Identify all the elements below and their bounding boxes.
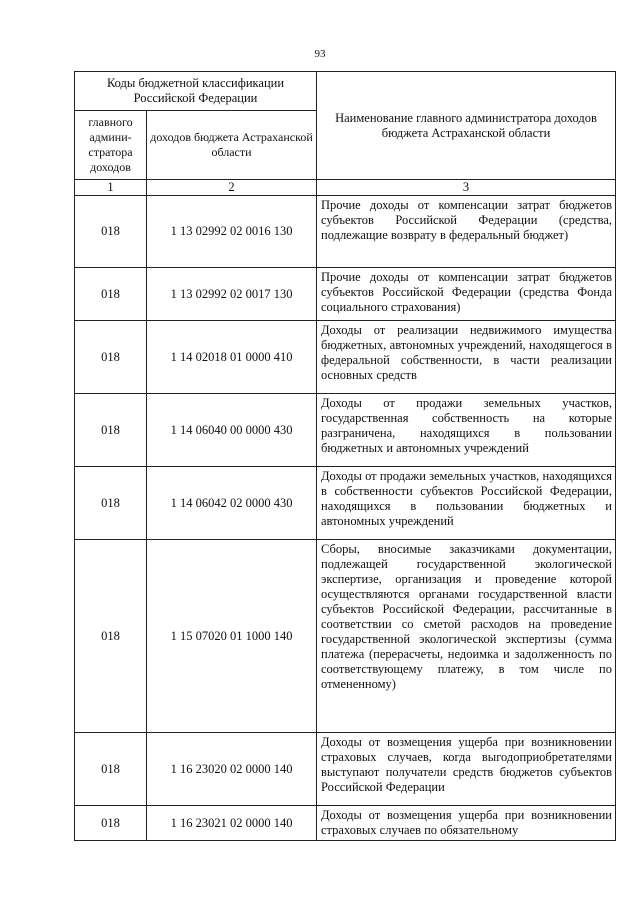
revenue-name: Сборы, вносимые заказчиками документации, подлежащей государственной экологической экспертизе, организация и проведение которой осуществляются органами государственной власти субъектов Российской Федерации, рассчитанные в соответствии со сметой расходов на проведение государственной экологической экспертизы (сумма платежа (перерасчеты, недоимка и задолженность по соответствующему платежу, в том числе по отмененному) [317,540,616,733]
admin-code: 018 [75,321,147,394]
header-administrator-name: Наименование главного администратора доходов бюджета Астраханской области [317,72,616,180]
budget-code: 1 13 02992 02 0017 130 [147,268,317,321]
admin-code: 018 [75,268,147,321]
header-budget-revenues: доходов бюджета Астраханской области [147,111,317,180]
revenue-name: Доходы от продажи земельных участков, государственная собственность на которые разграничена, находящихся в пользовании бюджетных и автономных учреждений [317,394,616,467]
admin-code: 018 [75,733,147,806]
header-main-administrator: главного админи-стратора доходов [75,111,147,180]
table-row [75,268,616,321]
budget-code: 1 14 06040 00 0000 430 [147,394,317,467]
table-row [75,394,616,467]
admin-code: 018 [75,806,147,841]
table-row [75,321,616,394]
budget-code: 1 15 07020 01 1000 140 [147,540,317,733]
column-number: 2 [147,180,317,196]
budget-code: 1 16 23021 02 0000 140 [147,806,317,841]
revenue-name: Доходы от возмещения ущерба при возникновении страховых случаев, когда выгодоприобретателями выступают получатели средств бюджетов субъектов Российской Федерации [317,733,616,806]
admin-code: 018 [75,196,147,268]
header-classification-codes: Коды бюджетной классификации Российской Федерации [75,72,317,111]
column-number-row [75,180,616,196]
column-number: 1 [75,180,147,196]
budget-classification-table [74,71,616,841]
table-row [75,733,616,806]
budget-code: 1 14 06042 02 0000 430 [147,467,317,540]
revenue-name: Прочие доходы от компенсации затрат бюджетов субъектов Российской Федерации (средства Фонда социального страхования) [317,268,616,321]
table-row [75,196,616,268]
table-row [75,806,616,841]
table-row [75,467,616,540]
table-header-row [75,72,616,111]
revenue-name: Прочие доходы от компенсации затрат бюджетов субъектов Российской Федерации (средства, подлежащие возврату в федеральный бюджет) [317,196,616,268]
admin-code: 018 [75,394,147,467]
budget-code: 1 13 02992 02 0016 130 [147,196,317,268]
page-number: 93 [314,48,326,60]
budget-code: 1 14 02018 01 0000 410 [147,321,317,394]
admin-code: 018 [75,540,147,733]
revenue-name: Доходы от реализации недвижимого имущества бюджетных, автономных учреждений, находящегося в федеральной собственности, в части реализации основных средств [317,321,616,394]
column-number: 3 [317,180,616,196]
revenue-name: Доходы от продажи земельных участков, находящихся в собственности субъектов Российской Федерации, находящихся в пользовании бюджетных и автономных учреждений [317,467,616,540]
revenue-name: Доходы от возмещения ущерба при возникновении страховых случаев по обязательному [317,806,616,841]
budget-code: 1 16 23020 02 0000 140 [147,733,317,806]
table-row [75,540,616,733]
admin-code: 018 [75,467,147,540]
